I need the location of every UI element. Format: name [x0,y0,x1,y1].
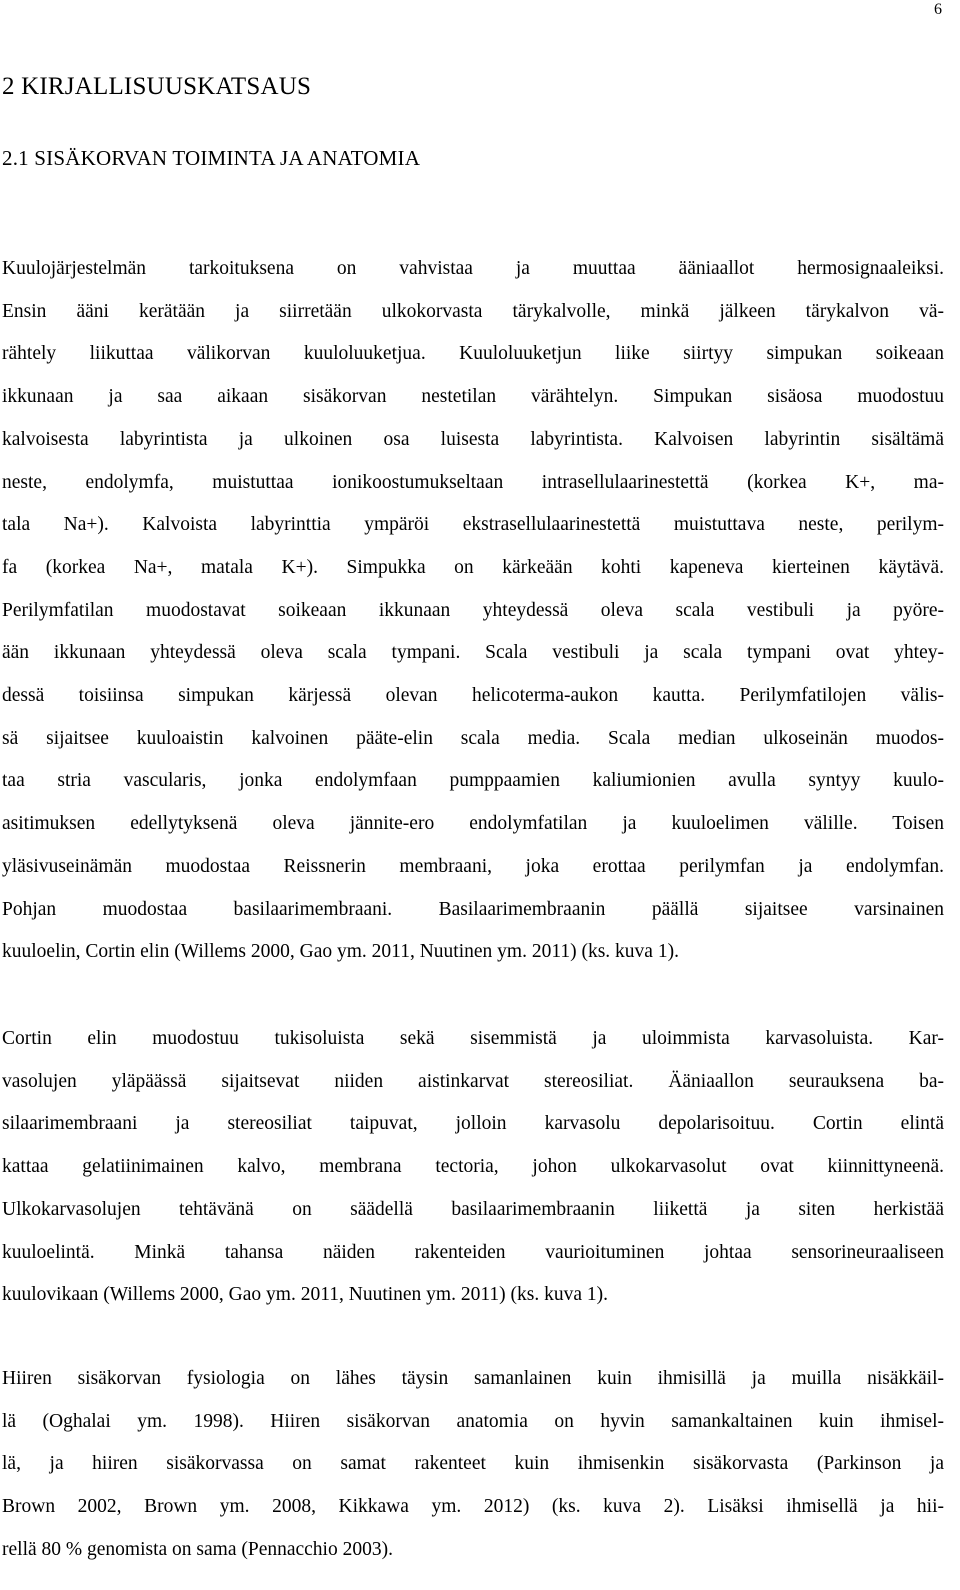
text-line: silaarimembraani ja stereosiliat taipuvat, jolloin karvasolu depolarisoituu. Cortin elintä [2,1113,944,1135]
text-line: Perilymfatilan muodostavat soikeaan ikkunaan yhteydessä oleva scala vestibuli ja pyöre- [2,599,944,621]
text-line: asitimuksen edellytyksenä oleva jännite-ero endolymfatilan ja kuuloelimen välille. Toisen [2,813,944,835]
paragraph-inner-ear-anatomy [2,248,944,974]
text-line: ikkunaan ja saa aikaan sisäkorvan nestetilan värähtelyn. Simpukan sisäosa muodostuu [2,386,944,408]
text-line: Ensin ääni kerätään ja siirretään ulkokorvasta tärykalvolle, minkä jälkeen tärykalvon vä- [2,300,944,322]
text-line: Cortin elin muodostuu tukisoluista sekä sisemmistä ja uloimmista karvasoluista. Kar- [2,1028,944,1049]
paragraph-organ-of-corti [2,1018,944,1317]
text-line: Pohjan muodostaa basilaarimembraani. Basilaarimembraanin päällä sijaitsee varsinainen [2,898,944,920]
text-line: yläsivuseinämän muodostaa Reissnerin membraani, joka erottaa perilymfan ja endolymfan. [2,855,944,877]
page-number: 6 [934,1,942,18]
text-line: rähtely liikuttaa välikorvan kuuloluuketjua. Kuuloluuketjun liike siirtyy simpukan soikeaan [2,343,944,365]
text-line: kalvoisesta labyrintista ja ulkoinen osa luisesta labyrintista. Kalvoisen labyrintin sisältämä [2,428,944,450]
paragraph-mouse-inner-ear [2,1358,944,1572]
text-line: fa (korkea Na+, matala K+). Simpukka on kärkeään kohti kapeneva kierteinen käytävä. [2,556,944,578]
text-line: sä sijaitsee kuuloaistin kalvoinen pääte-elin scala media. Scala median ulkoseinän muodos- [2,727,944,749]
chapter-heading: 2 KIRJALLISUUSKATSAUS [2,73,312,100]
text-line: Kuulojärjestelmän tarkoituksena on vahvistaa ja muuttaa ääniaallot hermosignaaleiksi. [2,258,944,279]
text-line: Hiiren sisäkorvan fysiologia on lähes täysin samanlainen kuin ihmisillä ja muilla nisäkkäil- [2,1368,944,1389]
text-line: dessä toisiinsa simpukan kärjessä olevan helicoterma-aukon kautta. Perilymfatilojen välis- [2,685,944,707]
text-line: kuulovikaan (Willems 2000, Gao ym. 2011, Nuutinen ym. 2011) (ks. kuva 1). [2,1284,608,1306]
text-line: neste, endolymfa, muistuttaa ionikoostumukseltaan intrasellulaarinestettä (korkea K+, ma- [2,471,944,493]
text-line: lä (Oghalai ym. 1998). Hiiren sisäkorvan anatomia on hyvin samankaltainen kuin ihmisel- [2,1410,944,1432]
text-line: lä, ja hiiren sisäkorvassa on samat rakenteet kuin ihmisenkin sisäkorvasta (Parkinson ja [2,1453,944,1475]
text-line: kattaa gelatiinimainen kalvo, membrana tectoria, johon ulkokarvasolut ovat kiinnittyneenä. [2,1156,944,1178]
text-line: kuuloelintä. Minkä tahansa näiden rakenteiden vaurioituminen johtaa sensorineuraaliseen [2,1241,944,1263]
text-line: kuuloelin, Cortin elin (Willems 2000, Gao ym. 2011, Nuutinen ym. 2011) (ks. kuva 1). [2,941,679,963]
text-line: ään ikkunaan yhteydessä oleva scala tympani. Scala vestibuli ja scala tympani ovat yhtey- [2,642,944,664]
text-line: tala Na+). Kalvoista labyrinttia ympäröi ekstrasellulaarinestettä muistuttava neste, perilym- [2,514,944,536]
text-line: vasolujen yläpäässä sijaitsevat niiden aistinkarvat stereosiliat. Ääniaallon seurauksena ba- [2,1070,944,1092]
text-line: taa stria vascularis, jonka endolymfaan pumppaamien kaliumionien avulla syntyy kuulo- [2,770,944,792]
text-line: Ulkokarvasolujen tehtävänä on säädellä basilaarimembraanin liikettä ja siten herkistää [2,1198,944,1220]
section-heading: 2.1 SISÄKORVAN TOIMINTA JA ANATOMIA [2,146,421,170]
text-line: Brown 2002, Brown ym. 2008, Kikkawa ym. 2012) (ks. kuva 2). Lisäksi ihmisellä ja hii- [2,1496,944,1518]
text-line: rellä 80 % genomista on sama (Pennacchio 2003). [2,1538,393,1560]
